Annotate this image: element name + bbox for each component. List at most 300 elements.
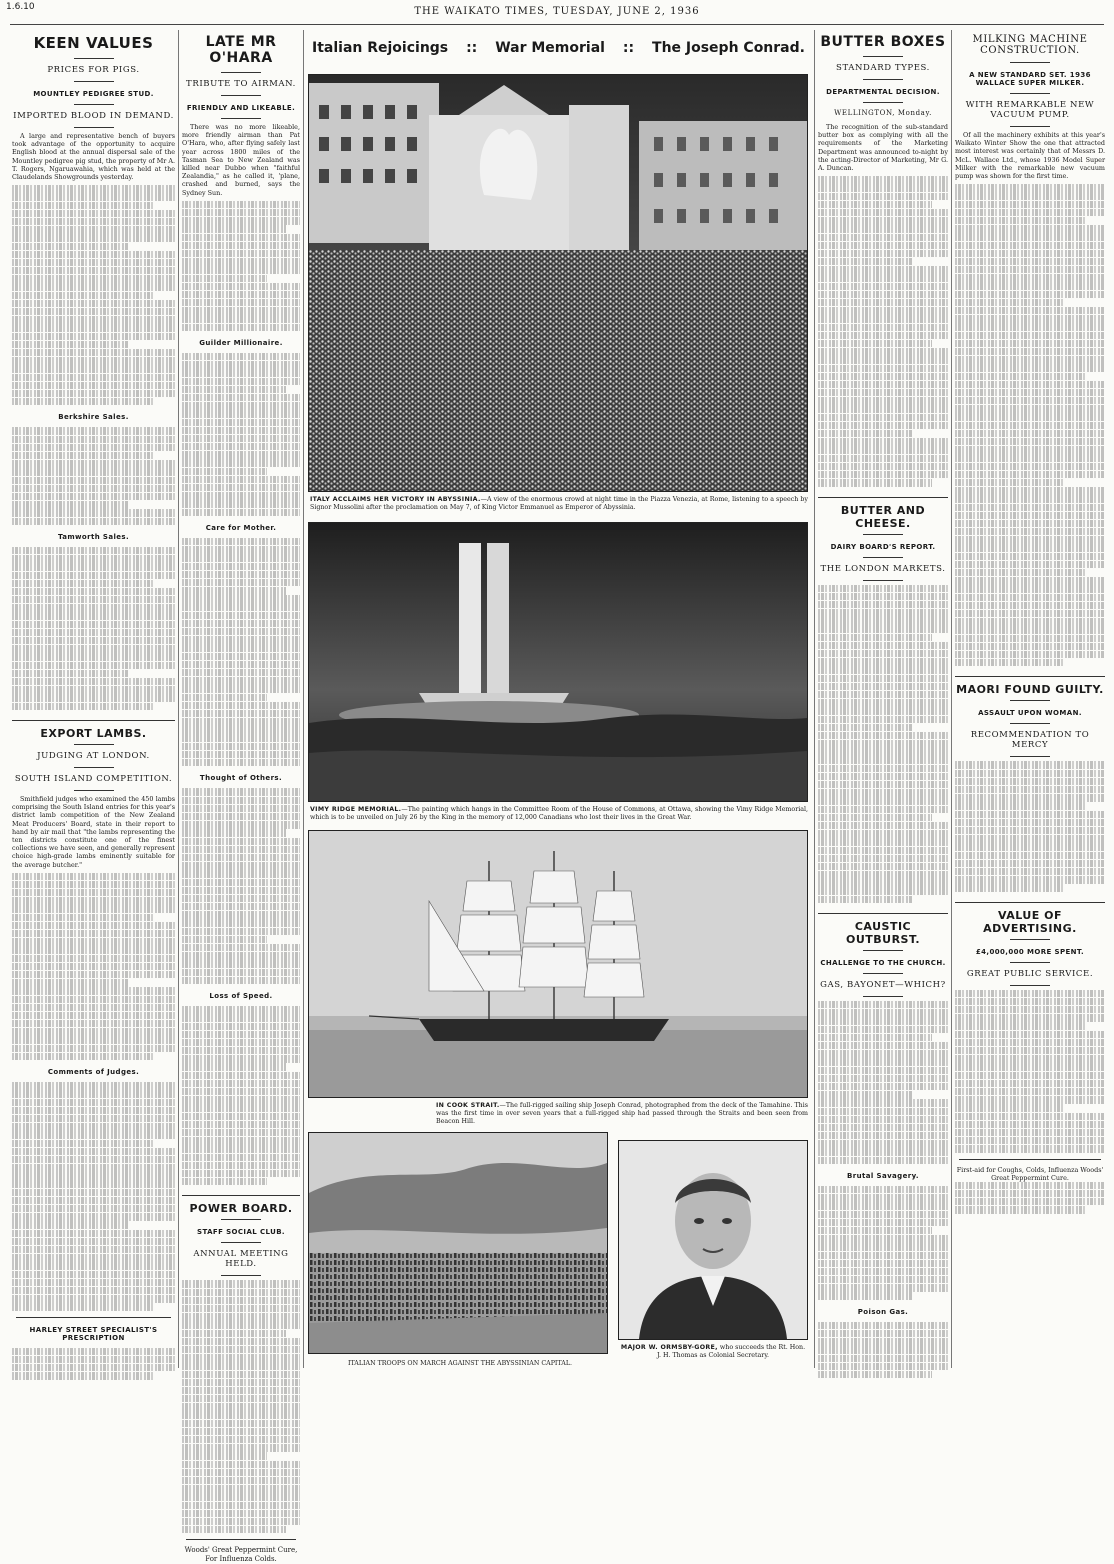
illegible-text-line <box>818 1330 948 1337</box>
illegible-text-line <box>12 1348 175 1355</box>
column-late-mr-ohara <box>182 30 300 1564</box>
illegible-text-line <box>818 1009 948 1016</box>
illegible-text-line <box>12 1279 175 1286</box>
illegible-text-line <box>818 683 948 690</box>
illegible-text-line <box>818 1116 948 1123</box>
illegible-text-line <box>818 479 932 486</box>
illegible-text-line <box>12 427 175 434</box>
illegible-text-line <box>818 373 948 380</box>
illegible-text-line <box>955 761 1105 768</box>
article-paragraph: Smithfield judges who examined the 450 lambs comprising the South Island entries for this year's district lamb competition of the New Zealand Meat Producers' Board, state in their report to hand by air mail that "the lambs representing the ten districts constitute one of the finest collections we have seen, and generally represent choice high-grade lambs eminently suitable for the average butcher." <box>12 794 175 869</box>
illegible-text-line <box>818 748 948 755</box>
column-milking-machine <box>955 30 1105 1368</box>
illegible-text-line <box>818 585 948 592</box>
illegible-text-line <box>955 307 1105 314</box>
illegible-text-line <box>818 699 948 706</box>
illegible-text-line <box>955 778 1105 785</box>
illegible-text-line <box>182 669 300 676</box>
subhead: STAFF SOCIAL CLUB. <box>197 1228 285 1237</box>
illegible-text-line <box>818 463 948 470</box>
illegible-text-line <box>818 896 912 903</box>
header-separator: :: <box>466 40 478 56</box>
illegible-text-line <box>182 838 300 845</box>
illegible-text-line <box>818 1157 948 1164</box>
illegible-text-line <box>818 291 948 298</box>
illegible-text-line <box>818 340 932 347</box>
illegible-text-line <box>955 323 1105 330</box>
illegible-text-line <box>182 587 286 594</box>
illegible-text-line <box>182 1305 300 1312</box>
illegible-text-line <box>955 1055 1105 1062</box>
illegible-text-line <box>12 1205 175 1212</box>
rule <box>221 1242 261 1243</box>
illegible-text-line <box>955 1206 1087 1213</box>
illegible-text-line <box>818 1058 948 1065</box>
illegible-text-line <box>12 662 175 669</box>
illegible-text-line <box>12 889 175 896</box>
illegible-text-line <box>12 485 175 492</box>
illegible-text-line <box>818 201 932 208</box>
illegible-text-line <box>182 903 300 910</box>
illegible-text-line <box>818 855 948 862</box>
illegible-text-line <box>182 394 300 401</box>
illegible-text-line <box>12 275 175 282</box>
subhead: Care for Mother. <box>205 523 277 532</box>
rule <box>74 104 114 105</box>
illegible-text-line <box>955 1063 1105 1070</box>
illegible-text-line <box>818 1363 948 1370</box>
illegible-text-line <box>818 422 948 429</box>
illegible-text-line <box>818 217 948 224</box>
illegible-text-line <box>12 905 175 912</box>
advertisement-title: HARLEY STREET SPECIALIST'S PRESCRIPTION <box>29 1325 158 1342</box>
illegible-text-line <box>818 258 912 265</box>
subhead: Poison Gas. <box>857 1307 909 1316</box>
illegible-text-line <box>818 299 948 306</box>
illegible-text-line <box>818 1243 948 1250</box>
illegible-text-line <box>12 436 175 443</box>
illegible-text-line <box>12 382 175 389</box>
illegible-text-line <box>818 1001 948 1008</box>
illegible-text-line <box>12 193 175 200</box>
illegible-text-line <box>182 1297 300 1304</box>
deck: GREAT PUBLIC SERVICE. <box>966 968 1094 979</box>
illegible-text-line <box>955 998 1105 1005</box>
illegible-text-line <box>182 1289 300 1296</box>
illegible-text-line <box>182 217 300 224</box>
illegible-text-line <box>818 871 948 878</box>
illegible-text-line <box>818 625 948 632</box>
illegible-text-line <box>12 300 175 307</box>
deck: RECOMMENDATION TO MERCY <box>970 730 1090 751</box>
section-heading: EXPORT LAMBS. <box>12 720 175 740</box>
illegible-text-line <box>818 773 948 780</box>
illegible-text-line <box>182 242 300 249</box>
illegible-text-line <box>955 561 1105 568</box>
illegible-text-line <box>182 402 300 409</box>
illegible-text-line <box>955 356 1105 363</box>
illegible-text-line <box>818 365 948 372</box>
illegible-text-line <box>955 802 1087 809</box>
illegible-text-line <box>182 1145 300 1152</box>
illegible-text-line <box>818 1346 948 1353</box>
rule <box>863 996 903 997</box>
illegible-text-line <box>12 946 175 953</box>
rule <box>1010 700 1050 701</box>
illegible-text-line <box>955 192 1105 199</box>
rule <box>1010 962 1050 963</box>
illegible-text-line <box>12 1131 175 1138</box>
column-divider <box>178 30 179 1368</box>
illegible-text-line <box>955 868 1105 875</box>
center-photo-section <box>306 30 811 1368</box>
illegible-text-line <box>955 536 1105 543</box>
subhead: DEPARTMENTAL DECISION. <box>826 88 940 96</box>
rule <box>221 72 261 73</box>
illegible-text-line <box>818 675 948 682</box>
illegible-text-line <box>12 1180 175 1187</box>
illegible-text-line <box>182 266 300 273</box>
illegible-text-line <box>955 585 1105 592</box>
illegible-text-line <box>955 504 1105 511</box>
illegible-text-line <box>12 1148 175 1155</box>
illegible-text-line <box>12 971 175 978</box>
illegible-text-line <box>12 1099 175 1106</box>
column-keen-values <box>12 30 175 1368</box>
illegible-text-line <box>818 593 948 600</box>
illegible-text-line <box>955 1129 1105 1136</box>
illegible-text-line <box>955 843 1105 850</box>
caption-troops: ITALIAN TROOPS ON MARCH AGAINST THE ABYSSINIAN CAPITAL. <box>347 1360 573 1367</box>
illegible-text-line <box>182 1452 267 1459</box>
caption-title: ITALY ACCLAIMS HER VICTORY IN ABYSSINIA. <box>310 496 481 503</box>
illegible-text-line <box>182 829 286 836</box>
headline: KEEN VALUES <box>33 34 154 52</box>
illegible-text-line <box>955 1022 1087 1029</box>
illegible-text-line <box>12 873 175 880</box>
illegible-text-line <box>12 349 175 356</box>
illegible-text-line <box>182 1006 300 1013</box>
illegible-text-line <box>182 1178 267 1185</box>
illegible-text-line <box>182 1023 300 1030</box>
illegible-text-line <box>955 348 1105 355</box>
illegible-text-line <box>818 830 948 837</box>
illegible-text-line <box>12 1372 155 1379</box>
illegible-text-line <box>818 634 932 641</box>
illegible-text-line <box>182 694 267 701</box>
illegible-text-line <box>182 538 300 545</box>
illegible-text-line <box>955 373 1087 380</box>
illegible-text-line <box>182 620 300 627</box>
illegible-text-line <box>955 544 1105 551</box>
illegible-text-line <box>12 1012 175 1019</box>
illegible-text-line <box>818 1026 948 1033</box>
illegible-text-line <box>182 677 300 684</box>
illegible-text-line <box>12 596 175 603</box>
illegible-text-line <box>955 446 1105 453</box>
illegible-text-line <box>818 1268 948 1275</box>
illegible-text-line <box>955 1072 1105 1079</box>
illegible-text-line <box>955 1014 1105 1021</box>
illegible-text-line <box>182 977 300 984</box>
illegible-text-line <box>12 308 175 315</box>
illegible-text-line <box>12 612 175 619</box>
illegible-text-line <box>12 588 175 595</box>
illegible-text-line <box>182 1154 300 1161</box>
illegible-text-line <box>182 1321 300 1328</box>
illegible-text-line <box>955 520 1105 527</box>
illegible-text-line <box>12 1356 175 1363</box>
illegible-text-line <box>955 364 1105 371</box>
subhead: Tamworth Sales. <box>57 532 130 541</box>
illegible-text-line <box>818 658 948 665</box>
illegible-text-line <box>818 234 948 241</box>
illegible-text-line <box>12 1036 175 1043</box>
illegible-text-line <box>818 389 948 396</box>
illegible-text-line <box>182 563 300 570</box>
subhead: MOUNTLEY PEDIGREE STUD. <box>33 90 154 98</box>
illegible-text-line <box>182 476 300 483</box>
illegible-text-line <box>182 201 300 208</box>
illegible-text-line <box>955 299 1063 306</box>
illegible-text-line <box>12 1246 175 1253</box>
illegible-text-line <box>955 225 1105 232</box>
illegible-text-line <box>12 390 175 397</box>
illegible-text-line <box>818 838 948 845</box>
illegible-text-line <box>955 569 1087 576</box>
deck: IMPORTED BLOOD IN DEMAND. <box>13 111 174 121</box>
illegible-text-line <box>818 471 948 478</box>
illegible-text-line <box>818 1186 948 1193</box>
newspaper-title: THE WAIKATO TIMES, TUESDAY, JUNE 2, 1936 <box>414 6 700 17</box>
illegible-text-line <box>12 1189 175 1196</box>
illegible-text-line <box>12 1303 155 1310</box>
rule <box>221 95 261 96</box>
dateline: WELLINGTON, Monday. <box>834 109 932 117</box>
illegible-text-line <box>182 369 300 376</box>
illegible-text-line <box>12 653 175 660</box>
illegible-text-line <box>955 770 1105 777</box>
illegible-text-line <box>182 1113 300 1120</box>
illegible-text-line <box>818 242 948 249</box>
illegible-text-line <box>182 1428 300 1435</box>
subhead: DAIRY BOARD'S REPORT. <box>830 542 936 551</box>
illegible-text-line <box>12 398 155 405</box>
illegible-text-line <box>12 210 175 217</box>
illegible-text-line <box>12 185 175 192</box>
illegible-text-line <box>182 1014 300 1021</box>
illegible-text-line <box>818 283 948 290</box>
rule <box>186 1539 296 1540</box>
deck: STANDARD TYPES. <box>836 63 930 73</box>
rule <box>1010 985 1050 986</box>
illegible-text-line <box>955 438 1105 445</box>
illegible-text-line <box>818 1252 948 1259</box>
illegible-text-line <box>12 1230 175 1237</box>
illegible-text-line <box>12 468 175 475</box>
illegible-text-line <box>955 332 1105 339</box>
illegible-text-line <box>12 979 129 986</box>
illegible-text-line <box>182 1047 300 1054</box>
illegible-text-line <box>182 1080 300 1087</box>
illegible-text-line <box>818 1042 948 1049</box>
illegible-text-line <box>12 897 175 904</box>
illegible-text-line <box>818 1140 948 1147</box>
illegible-text-line <box>182 324 300 331</box>
illegible-text-line <box>12 341 129 348</box>
illegible-text-line <box>818 716 948 723</box>
illegible-text-line <box>12 678 175 685</box>
section-heading: POWER BOARD. <box>182 1195 300 1215</box>
illegible-text-line <box>182 435 300 442</box>
illegible-text-line <box>818 1108 948 1115</box>
rule <box>863 79 903 80</box>
illegible-text-line <box>818 879 948 886</box>
illegible-text-line <box>182 797 300 804</box>
rule <box>1010 62 1050 63</box>
illegible-text-line <box>955 794 1105 801</box>
illegible-text-line <box>182 952 300 959</box>
subhead: A NEW STANDARD SET. 1936 WALLACE SUPER MILKER. <box>969 71 1091 87</box>
deck: WITH REMARKABLE NEW VACUUM PUMP. <box>965 100 1095 120</box>
rule <box>1010 723 1050 724</box>
caption-conrad <box>436 1102 808 1126</box>
illegible-text-line <box>818 642 948 649</box>
illegible-text-line <box>182 500 300 507</box>
illegible-text-line <box>182 1371 300 1378</box>
illegible-text-line <box>12 1254 175 1261</box>
illegible-text-line <box>182 1395 300 1402</box>
illegible-text-line <box>12 580 155 587</box>
rule <box>863 557 903 558</box>
illegible-text-line <box>955 860 1105 867</box>
illegible-text-line <box>818 1338 948 1345</box>
illegible-text-line <box>12 996 175 1003</box>
illegible-text-line <box>182 468 267 475</box>
illegible-text-line <box>182 1170 300 1177</box>
illegible-text-line <box>818 1284 948 1291</box>
illegible-text-line <box>955 827 1105 834</box>
illegible-text-line <box>182 821 300 828</box>
illegible-text-line <box>182 653 300 660</box>
illegible-text-line <box>182 813 300 820</box>
illegible-text-line <box>182 1469 300 1476</box>
illegible-text-line <box>182 1129 300 1136</box>
illegible-text-line <box>12 202 155 209</box>
illegible-text-line <box>955 1113 1105 1120</box>
illegible-text-line <box>182 250 300 257</box>
illegible-text-line <box>182 361 300 368</box>
subhead: CHALLENGE TO THE CHURCH. <box>820 959 946 968</box>
illegible-text-line <box>182 1510 300 1517</box>
illegible-text-line <box>182 509 300 516</box>
illegible-text-line <box>182 1162 300 1169</box>
article-paragraph: The recognition of the sub-standard butter box as complying with all the requirements of the Marketing Department was announced to-night by the acting-Director of Marketing, Mr G. A. Duncan. <box>818 123 948 173</box>
header-separator: :: <box>622 40 635 56</box>
section-heading: BUTTER AND CHEESE. <box>818 497 948 530</box>
illegible-text-line <box>955 217 1087 224</box>
illegible-text-line <box>12 493 175 500</box>
subhead: Berkshire Sales. <box>58 413 129 422</box>
illegible-text-line <box>955 1198 1105 1205</box>
illegible-text-line <box>818 691 948 698</box>
illegible-text-line <box>182 1526 286 1533</box>
illegible-text-line <box>955 274 1105 281</box>
masthead <box>0 0 1114 22</box>
illegible-text-line <box>818 274 948 281</box>
illegible-text-line <box>182 1055 300 1062</box>
illegible-text-line <box>818 1322 948 1329</box>
illegible-text-line <box>182 936 267 943</box>
deck: PRICES FOR PIGS. <box>47 65 140 75</box>
illegible-text-line <box>955 266 1105 273</box>
rule <box>74 744 114 745</box>
illegible-text-line <box>955 454 1105 461</box>
illegible-text-line <box>955 1031 1105 1038</box>
illegible-text-line <box>182 410 300 417</box>
deck: GAS, BAYONET—WHICH? <box>820 980 946 991</box>
illegible-text-line <box>182 1477 300 1484</box>
rule <box>1010 126 1050 127</box>
illegible-text-line <box>182 743 300 750</box>
illegible-text-line <box>182 275 267 282</box>
illegible-text-line <box>12 694 175 701</box>
illegible-text-line <box>818 1219 948 1226</box>
section-heading: CAUSTIC OUTBURST. <box>818 913 948 946</box>
illegible-text-line <box>182 1493 300 1500</box>
illegible-text-line <box>12 572 175 579</box>
illegible-text-line <box>182 451 300 458</box>
illegible-text-line <box>818 455 948 462</box>
illegible-text-line <box>955 610 1105 617</box>
illegible-text-line <box>818 1050 948 1057</box>
advertisement: Woods' Great Peppermint Cure, For Influenza Colds. <box>184 1546 298 1564</box>
caption-text: —The painting which hangs in the Committee Room of the House of Commons, at Ottawa, showing the Vimy Ridge Memorial, which is to be unveiled on July 26 by the King in the memory of 12,000 Canadians who lost their lives in the Great War. <box>310 806 808 821</box>
illegible-text-line <box>182 759 300 766</box>
illegible-text-line <box>818 209 948 216</box>
illegible-text-line <box>12 1090 175 1097</box>
illegible-text-line <box>12 637 175 644</box>
rule <box>74 58 114 59</box>
illegible-text-line <box>955 422 1105 429</box>
illegible-text-line <box>182 1485 300 1492</box>
illegible-text-line <box>818 266 948 273</box>
illegible-text-line <box>182 209 300 216</box>
article-paragraph: There was no more likeable, more friendly airman than Pat O'Hara, who, after flying safely last year across 1800 miles of the Tasman Sea to New Zealand was killed near Dubbo when "faithful Zealandia," as he called it, 'plane, crashed and burned, says the Sydney Sun. <box>182 123 300 197</box>
illegible-text-line <box>818 1371 932 1378</box>
deck: TRIBUTE TO AIRMAN. <box>186 79 296 89</box>
illegible-text-line <box>182 378 300 385</box>
illegible-text-line <box>12 955 175 962</box>
illegible-text-line <box>955 201 1105 208</box>
illegible-text-line <box>182 718 300 725</box>
illegible-text-line <box>182 870 300 877</box>
illegible-text-line <box>818 184 948 191</box>
illegible-text-line <box>818 250 948 257</box>
illegible-text-line <box>955 1145 1105 1152</box>
illegible-text-line <box>955 602 1105 609</box>
rule <box>863 580 903 581</box>
rule <box>74 127 114 128</box>
illegible-text-line <box>182 895 300 902</box>
illegible-text-line <box>12 629 175 636</box>
section-heading: MAORI FOUND GUILTY. <box>955 676 1105 696</box>
illegible-text-line <box>955 1047 1105 1054</box>
illegible-text-line <box>12 1028 175 1035</box>
illegible-text-line <box>12 938 175 945</box>
illegible-text-line <box>955 405 1105 412</box>
illegible-text-line <box>182 734 300 741</box>
